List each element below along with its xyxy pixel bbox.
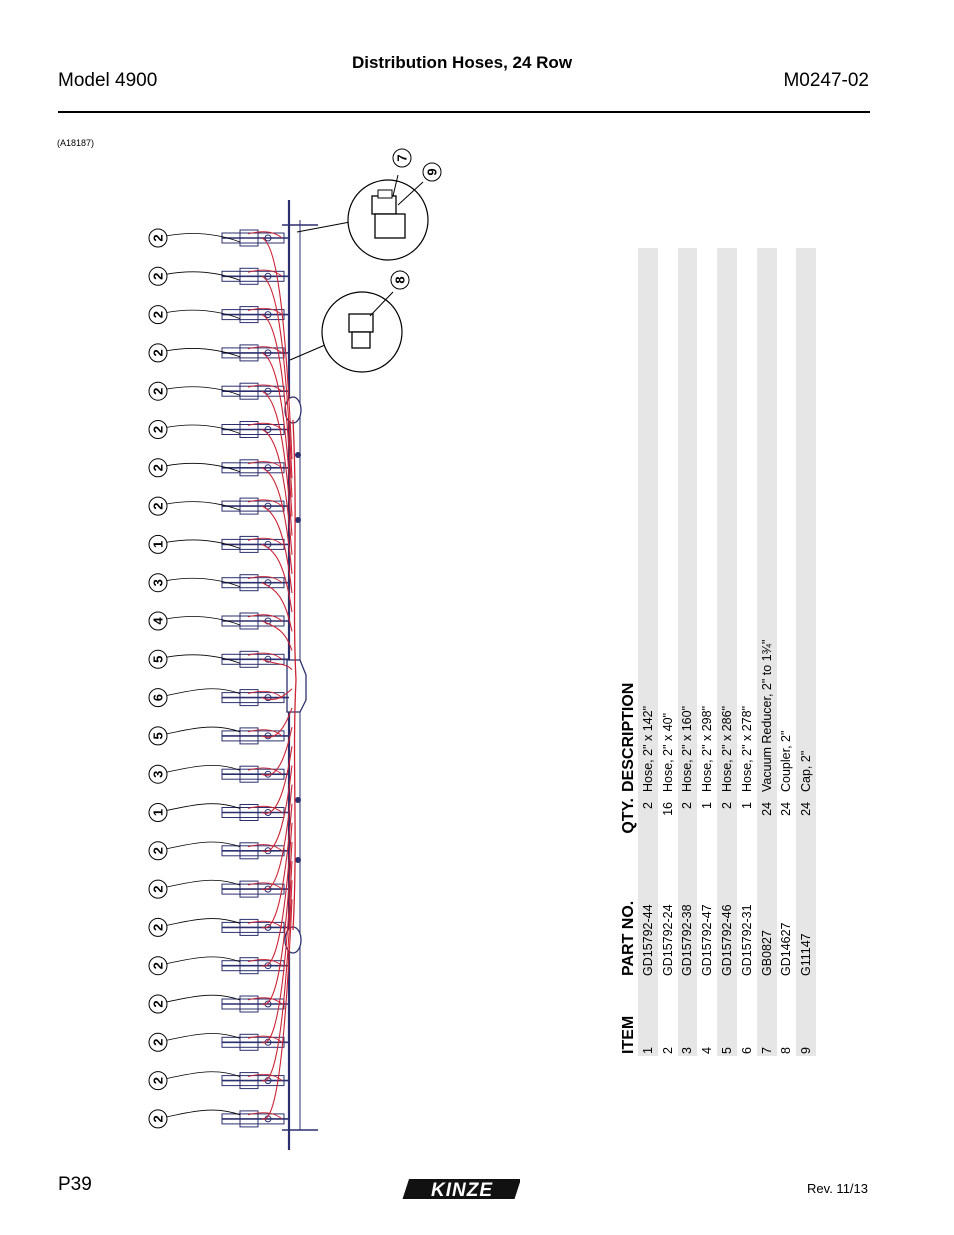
cell-part-no: GD15792-47 [700, 904, 715, 976]
callout-label: 2 [150, 272, 166, 280]
table-row [678, 248, 698, 1056]
cell-description: Hose, 2" x 286" [717, 248, 737, 794]
parts-table [616, 248, 816, 1056]
cell-part-no: GD15792-24 [660, 904, 675, 976]
cell-item: 8 [779, 1047, 794, 1054]
cell-qty: 2 [678, 794, 698, 840]
page-title: Distribution Hoses, 24 Row [351, 53, 573, 72]
header-part-no: PART NO. [620, 900, 637, 976]
detail-coupler [290, 292, 402, 372]
callout-item-2 [149, 1033, 167, 1051]
callout-item-2 [149, 918, 167, 936]
callout-label: 6 [150, 693, 166, 702]
callout-item-2 [149, 497, 167, 515]
callout-item-6 [149, 689, 167, 707]
cell-qty: 2 [717, 794, 737, 840]
callout-label: 1 [150, 540, 166, 549]
callout-label: 3 [150, 579, 166, 587]
cell-part-no: GD15792-46 [717, 840, 737, 978]
table-row [737, 248, 757, 1056]
coupler-icon [349, 314, 373, 332]
cell-qty: 24 [779, 802, 794, 816]
figure-reference: (A18187) [57, 138, 95, 148]
callout-label: 2 [150, 502, 166, 510]
callout-item-4 [149, 612, 167, 630]
callout-label: 2 [150, 1038, 166, 1046]
callout-label: 4 [150, 617, 166, 625]
cell-description: Coupler, 2" [779, 730, 794, 792]
cell-item: 9 [796, 978, 816, 1056]
callout-item-2 [149, 306, 167, 324]
cell-qty: 1 [739, 802, 754, 809]
callout-item-7 [393, 149, 411, 167]
table-row [777, 248, 797, 1056]
callout-item-2 [149, 842, 167, 860]
model-label: Model 4900 [58, 70, 158, 91]
cell-qty: 16 [660, 802, 675, 816]
callout-label: 2 [150, 310, 166, 319]
callout-item-1 [149, 535, 167, 553]
cell-description: Hose, 2" x 40" [660, 712, 675, 792]
callout-label: 7 [394, 154, 410, 162]
cell-item: 6 [739, 1047, 754, 1054]
cap-icon [372, 196, 396, 214]
callout-label: 5 [150, 732, 166, 740]
callout-item-5 [149, 727, 167, 745]
callout-label: 2 [150, 885, 166, 893]
parts-table-container [616, 236, 816, 1056]
cell-item: 7 [757, 978, 777, 1056]
cell-item: 1 [638, 978, 658, 1056]
callout-item-9 [423, 163, 441, 181]
table-row [658, 248, 678, 1056]
cell-qty: 24 [757, 794, 777, 840]
cell-item: 3 [678, 978, 698, 1056]
callout-label: 2 [150, 387, 166, 395]
cell-qty: 1 [700, 802, 715, 809]
cell-qty: 24 [796, 794, 816, 840]
callout-label: 9 [424, 168, 440, 176]
cell-part-no: GD15792-44 [638, 840, 658, 978]
parts-table-header [616, 248, 638, 1056]
callout-item-2 [149, 421, 167, 439]
cell-part-no: G11147 [796, 840, 816, 978]
callout-label: 5 [150, 655, 166, 663]
table-row [697, 248, 717, 1056]
callout-item-2 [149, 957, 167, 975]
cell-qty: 2 [638, 794, 658, 840]
cell-part-no: GD14627 [779, 922, 794, 976]
callout-item-2 [149, 267, 167, 285]
row-units [222, 230, 289, 1127]
page-number: P39 [58, 1174, 92, 1195]
revision-label: Rev. 11/13 [807, 1181, 868, 1196]
table-row [717, 248, 737, 1056]
callout-label: 2 [150, 1115, 166, 1123]
callout-label: 2 [150, 349, 166, 357]
callout-label: 8 [392, 276, 408, 284]
cell-item: 4 [700, 1047, 715, 1054]
cell-description: Vacuum Reducer, 2" to 1¾" [757, 248, 777, 794]
callout-label: 2 [150, 847, 166, 855]
callout-label: 2 [150, 234, 166, 242]
callout-item-1 [149, 804, 167, 822]
callout-item-2 [149, 1072, 167, 1090]
header-item: ITEM [620, 1015, 637, 1054]
table-row [638, 248, 658, 1056]
cell-description: Cap, 2" [796, 248, 816, 794]
callout-item-2 [149, 459, 167, 477]
vacuum-reducer-icon [375, 214, 405, 238]
callout-label: 2 [150, 1000, 166, 1008]
callout-label: 2 [150, 464, 166, 472]
callout-label: 2 [150, 425, 166, 434]
cell-part-no: GD15792-38 [678, 840, 698, 978]
callout-item-2 [149, 344, 167, 362]
callout-item-2 [149, 229, 167, 247]
cell-description: Hose, 2" x 298" [700, 705, 715, 792]
document-number: M0247-02 [783, 70, 869, 91]
kinze-logo [402, 1176, 520, 1202]
callout-item-2 [149, 1110, 167, 1128]
cell-description: Hose, 2" x 278" [739, 705, 754, 792]
header-description: DESCRIPTION [620, 682, 637, 792]
callout-label: 2 [150, 962, 166, 970]
callout-label: 3 [150, 770, 166, 778]
cell-description: Hose, 2" x 160" [678, 248, 698, 794]
callout-item-3 [149, 574, 167, 592]
callout-label: 2 [150, 1076, 166, 1085]
callout-label: 1 [150, 808, 166, 817]
callout-item-3 [149, 765, 167, 783]
callout-item-8 [391, 271, 409, 289]
logo-text: KINZE [431, 1180, 493, 1201]
header-qty: QTY. [620, 798, 637, 834]
detail-reducer-cap [297, 175, 428, 260]
callouts [149, 229, 167, 1128]
callout-leaders [166, 234, 240, 1117]
callout-item-2 [149, 880, 167, 898]
cell-part-no: GD15792-31 [739, 904, 754, 976]
cell-item: 5 [717, 978, 737, 1056]
cell-part-no: GB0827 [757, 840, 777, 978]
callout-item-2 [149, 995, 167, 1013]
cell-item: 2 [660, 1047, 675, 1054]
toolbar-frame [282, 200, 318, 1150]
callout-item-2 [149, 382, 167, 400]
table-row [757, 248, 777, 1056]
callout-item-5 [149, 650, 167, 668]
table-row [796, 248, 816, 1056]
cell-description: Hose, 2" x 142" [638, 248, 658, 794]
callout-label: 2 [150, 923, 166, 932]
